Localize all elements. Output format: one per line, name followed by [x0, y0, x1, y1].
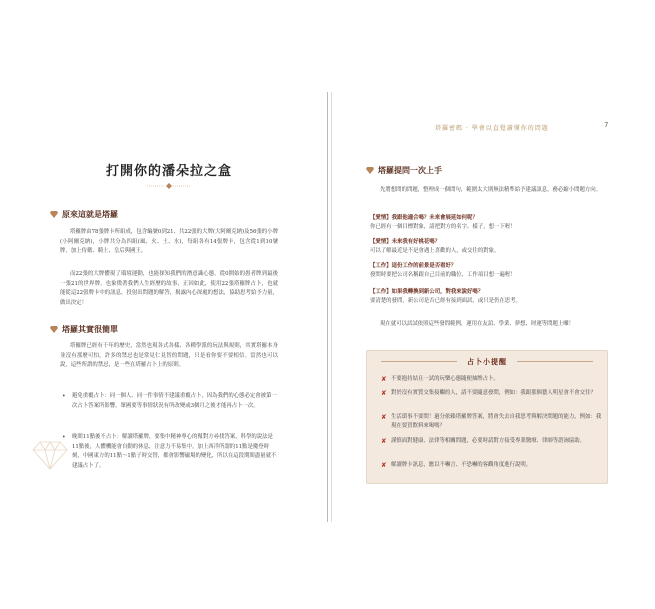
- tip-item-1: [381, 375, 605, 384]
- page-fold-line: [327, 92, 328, 522]
- bullet-dot-icon: •: [62, 393, 66, 400]
- diamond-bullet-icon: [366, 167, 374, 174]
- tip-item-5-text: 解讀牌卡訊息，應以不嚇言、不恐嚇的客觀角度進行說明。: [391, 462, 532, 468]
- qa-item-1: [370, 214, 602, 232]
- ask-outro: 現在就可以試試依照這些發問範例，運用在友誼、學業、夢想、財運等問題上囉！: [380, 321, 575, 327]
- section-heading-rules: [50, 324, 118, 335]
- origin-paragraph-2: 而22張的大牌體現了環境運動，也能探知我們的潛意識心態，從0開始的愚者牌到最後一張21的世界牌，也象徵著我們人生經歷的故事，正因如此，使用22張塔羅牌占卜，也就能從這22張牌卡中的訊息，投射出問題的解答，揭露內心深處的想法，協助思考給予力量，做出決定！: [60, 271, 278, 306]
- running-head: 塔羅密碼 · 學會以直覺讀懂你的問題: [435, 125, 549, 132]
- section-heading-ask-text: 塔羅提問一次上手: [378, 165, 442, 175]
- cross-mark-icon: ✘: [381, 389, 387, 397]
- qa-answer-4: 要清楚的發問，新公司是否已經有接到面試，或只是仍在思考。: [370, 298, 521, 304]
- cross-mark-icon: ✘: [381, 375, 387, 383]
- tip-item-1-text: 不要抱持姑且一試的玩樂心態隨便抽牌占卜。: [391, 376, 499, 382]
- left-page: [0, 0, 327, 609]
- qa-question-1: 【愛情】我跟他適合嗎？未來會展延如何呢？: [370, 215, 478, 221]
- section-heading-rules-text: 塔羅其實很簡單: [62, 324, 118, 334]
- tip-item-3-text: 生活瑣事不要問！過分依賴塔羅牌答案，將會失去自我思考與解決問題的能力，例如：我現在要買飲料來喝嗎？: [391, 414, 602, 429]
- qa-question-4: 【工作】如果我轉換到新公司，對我來說好嗎？: [370, 289, 484, 295]
- cross-mark-icon: ✘: [381, 437, 387, 445]
- chapter-title: 打開你的潘朵拉之盒: [105, 164, 232, 179]
- bullet-dot-icon: •: [62, 434, 66, 441]
- diamond-bullet-icon: [50, 326, 58, 333]
- rules-bullet-2-text: 晚間11點後不占卜：解讀塔羅牌，要集中精神專心的幫對方尋找答案，科學的說法是11點後，人體機能會自動的休息，注意力不易集中，加上西洋所謂的11點是魔登時刻，中國東方的11點～1點子時交替，都會影響磁場的變化，所以在這段期間盡量就不建議占卜了。: [72, 434, 277, 469]
- qa-answer-2: 可以了解最近是不是會遇上喜歡的人，或交往的對象。: [370, 248, 500, 254]
- diamond-watermark-icon: [32, 440, 68, 470]
- tip-item-2-text: 對於沒有實質交集接觸的人，請不要隨意發問，例如：我跟那個藝人明星會不會交往？: [391, 390, 596, 396]
- origin-paragraph-1: 塔羅牌由78張牌卡所組成，包含編號0到21、共22張的大牌(大阿爾克納)及56張的小牌(小阿爾克納)，小牌共分為四組(風、火、土、水)，每組各有14張牌卡，包含從1到10號牌，加上侍衛、騎士、皇后與國王。: [60, 229, 278, 255]
- rules-bullet-1: [62, 392, 278, 411]
- section-heading-origin-text: 原來這就是塔羅: [62, 209, 118, 219]
- tips-title-rule-left: [381, 361, 457, 362]
- tip-item-2: [381, 389, 605, 398]
- tip-item-4-text: 謹慎面對健康、法律等相關問題，必要時請對方接受專業醫療、律師等諮詢協助。: [391, 438, 586, 444]
- tip-item-3: [381, 413, 605, 430]
- cross-mark-icon: ✘: [381, 461, 387, 469]
- diamond-bullet-icon: [50, 211, 58, 218]
- section-heading-origin: [50, 209, 118, 220]
- page-number: 7: [604, 121, 609, 129]
- rules-bullet-1-text: 避免重覆占卜：同一個人、同一件事情不建議重覆占卜，因為我們的心態必定會被第一次占卜答案所影響，眾國要等事情狀況有所改變或3個月之後才能再占卜一次。: [72, 393, 277, 409]
- qa-item-4: [370, 288, 602, 306]
- section-heading-ask: [366, 165, 442, 176]
- tip-item-5: [381, 461, 605, 470]
- tips-box: [366, 350, 608, 484]
- title-ornament-icon: [147, 183, 191, 189]
- qa-question-2: 【愛情】未來我有好桃花嗎？: [370, 239, 441, 245]
- rules-bullet-2: [62, 433, 278, 471]
- rules-paragraph: 塔羅牌已經有千年的歷史，當然也現各式各樣、各種學派的玩法與規則，其實塔羅本身並沒有那麼可怕，許多的禁忌也是常見仁見智的問題，只是看你要不要相信。當然也可以說，這些所謂的禁忌，是一些在塔羅占卜上的原則。: [60, 343, 278, 369]
- qa-question-3: 【工作】這份工作的前景是否看好？: [370, 263, 457, 269]
- tips-title-rule-right: [517, 361, 593, 362]
- cross-mark-icon: ✘: [381, 413, 387, 421]
- tips-title: 占卜小提醒: [467, 357, 507, 366]
- tip-item-4: [381, 437, 605, 446]
- qa-item-3: [370, 262, 602, 280]
- qa-answer-3: 發問時要把公司名稱跟自己目前的職位、工作項目想一遍喔！: [370, 272, 516, 278]
- ask-intro: 先將想問的問題，整理成一個問句，範圍太大則無法精準給予建議訊息，務必縮小問題方向。: [380, 187, 602, 193]
- qa-answer-1: 你已經有一個目標對象，請把對方的名字、樣子，想一下喔！: [370, 224, 516, 230]
- qa-item-2: [370, 238, 602, 256]
